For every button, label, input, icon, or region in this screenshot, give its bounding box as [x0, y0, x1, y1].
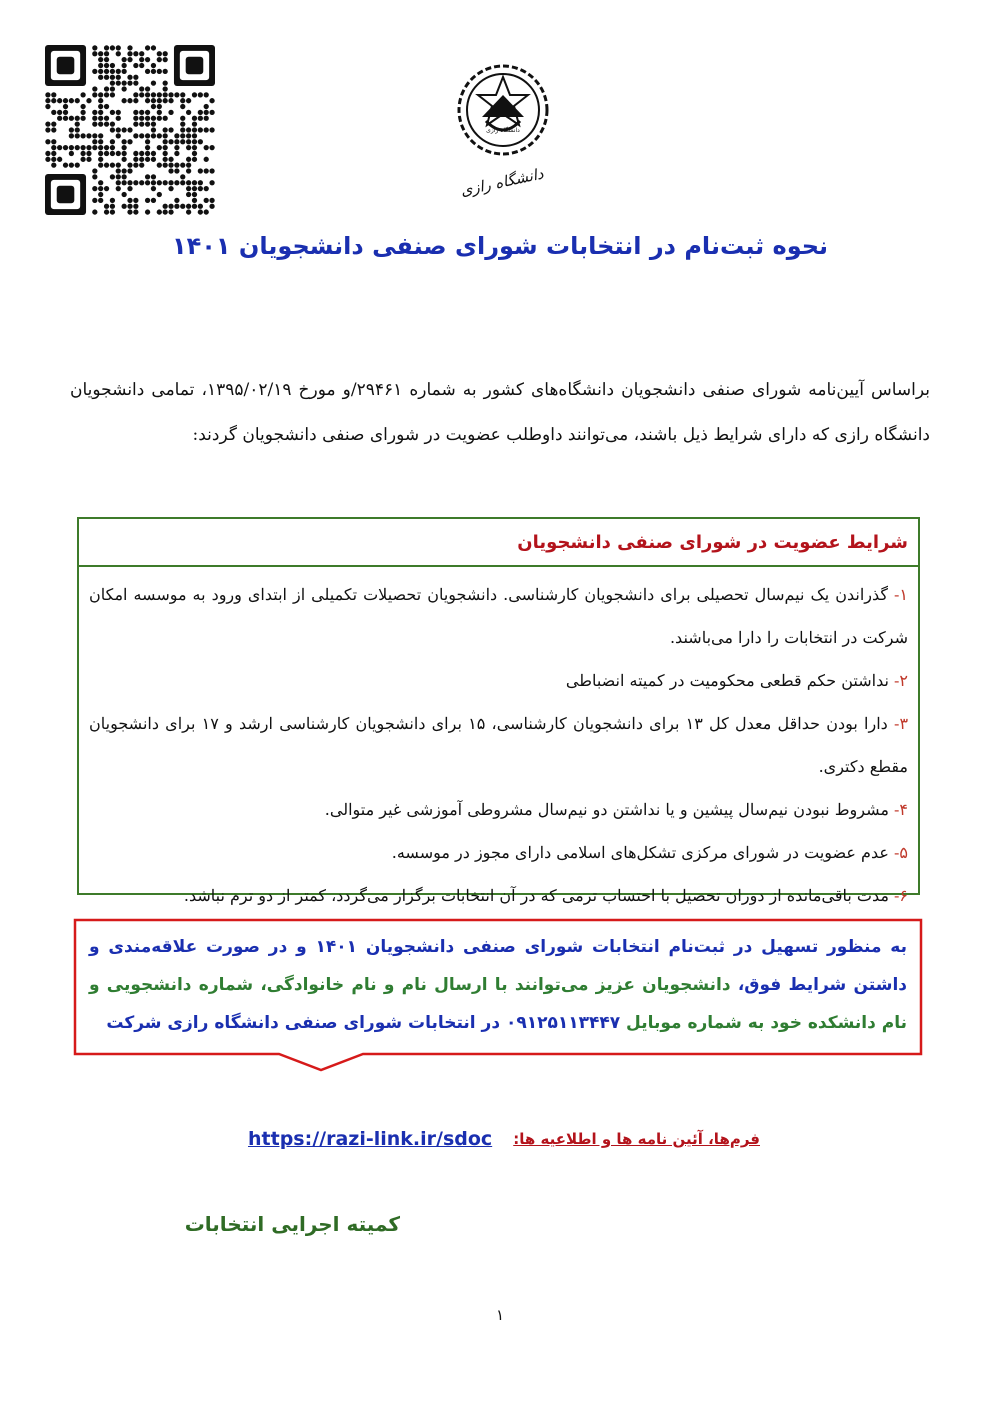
condition-text: دارا بودن حداقل معدل کل ۱۳ برای دانشجویان کارشناسی، ۱۵ برای دانشجویان کارشناسی ارشد و ۱۷ برای دانشجویان مقطع دکتری.: [89, 714, 908, 776]
documents-label: فرم‌ها، آئین نامه ها و اطلاعیه ها:: [513, 1130, 760, 1148]
notice-text: [89, 928, 907, 1042]
notice-part2: دانشجویان عزیز می‌توانند با ارسال نام و نام خانوادگی، شماره دانشجویی و نام دانشکده خود به شماره موبایل: [89, 975, 907, 1033]
conditions-heading: شرایط عضویت در شورای صنفی دانشجویان: [79, 519, 918, 567]
condition-item: [89, 788, 908, 831]
page-number: ۱: [495, 1306, 505, 1324]
condition-text: گذراندن یک نیم‌سال تحصیلی برای دانشجویان کارشناسی. دانشجویان تحصیلات تکمیلی از ابتدای ورود به موسسه امکان شرکت در انتخابات را دارا می‌باشند.: [89, 585, 908, 647]
intro-paragraph: براساس آیین‌نامه شورای صنفی دانشجویان دانشگاه‌های کشور به شماره ۲۹۴۶۱/و مورخ ۱۳۹۵/۰۲/۱۹، تمامی دانشجویان دانشگاه رازی که دارای شرایط ذیل باشند، می‌توانند داوطلب عضویت در شورای صنفی دانشجویان گردند:: [70, 380, 930, 445]
condition-item: [89, 874, 908, 917]
condition-number: ۵-: [894, 843, 908, 862]
condition-number: ۴-: [894, 800, 908, 819]
notice-part3: در انتخابات شورای صنفی دانشگاه رازی شرکت: [106, 1013, 506, 1033]
condition-number: ۳-: [894, 714, 909, 733]
documents-link[interactable]: https://razi-link.ir/sdoc: [248, 1128, 493, 1150]
notice-callout: [73, 918, 923, 1073]
page-title: نحوه ثبت‌نام در انتخابات شورای صنفی دانشجویان ۱۴۰۱: [171, 232, 829, 260]
committee-signature: کمیته اجرایی انتخابات: [184, 1212, 400, 1236]
condition-number: ۶-: [894, 886, 908, 905]
documents-link-row: [240, 1130, 760, 1160]
notice-phone: ۰۹۱۲۵۱۱۳۴۴۷: [505, 1013, 621, 1033]
condition-number: ۲-: [894, 671, 908, 690]
logo-caption: دانشگاه رازی: [458, 164, 546, 200]
condition-item: [89, 702, 908, 788]
logo-emblem-icon: [459, 66, 547, 154]
condition-item: [89, 831, 908, 874]
university-logo: [448, 55, 558, 205]
conditions-list: [79, 567, 918, 917]
svg-text:دانشگاه رازی: دانشگاه رازی: [486, 127, 520, 134]
qr-code: [45, 45, 215, 215]
condition-number: ۱-: [894, 585, 908, 604]
condition-text: عدم عضویت در شورای مرکزی تشکل‌های اسلامی دارای مجوز در موسسه.: [391, 843, 894, 862]
condition-item: [89, 573, 908, 659]
notice-part1: به منظور تسهیل در ثبت‌نام انتخابات شورای صنفی دانشجویان ۱۴۰۱ و در صورت علاقه‌مندی و داشتن شرایط فوق،: [89, 937, 907, 995]
condition-text: مدت باقی‌مانده از دوران تحصیل با احتساب ترمی که در آن انتخابات برگزار می‌گردد، کمتر از دو ترم نباشد.: [183, 886, 894, 905]
condition-item: [89, 659, 908, 702]
condition-text: نداشتن حکم قطعی محکومیت در کمیته انضباطی: [565, 671, 894, 690]
conditions-box: [77, 517, 920, 905]
condition-text: مشروط نبودن نیم‌سال پیشین و یا نداشتن دو نیم‌سال مشروطی آموزشی غیر متوالی.: [324, 800, 894, 819]
